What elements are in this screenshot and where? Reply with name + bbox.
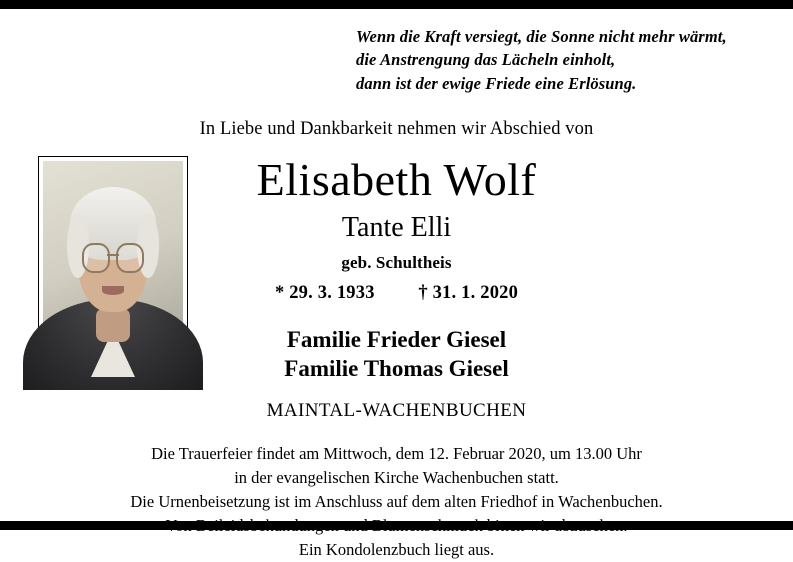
glasses-bridge-icon (107, 254, 118, 256)
family-line-2: Familie Thomas Giesel (284, 355, 509, 381)
death-date: † 31. 1. 2020 (418, 282, 519, 303)
footer-line-5: Ein Kondolenzbuch liegt aus. (298, 539, 495, 559)
glasses-left-lens-icon (82, 243, 110, 273)
footer-line-2: in der evangelischen Kirche Wachenbuchen statt. (234, 467, 559, 487)
verse-line-2: die Anstrengung das Lächeln einholt, (356, 50, 616, 70)
deceased-name: Elisabeth Wolf (256, 154, 537, 206)
portrait-frame (38, 156, 188, 382)
place-line: MAINTAL-WACHENBUCHEN (266, 399, 527, 421)
verse-line-1: Wenn die Kraft versiegt, die Sonne nicht mehr wärmt, (356, 27, 727, 46)
funeral-details (26, 442, 767, 562)
footer-line-3: Die Urnenbeisetzung ist im Anschluss auf dem alten Friedhof in Wachenbuchen. (130, 491, 663, 511)
verse-line-3: dann ist der ewige Friede eine Erlösung. (356, 73, 637, 93)
memorial-verse (356, 25, 767, 95)
portrait-photo (43, 161, 183, 377)
portrait-neck (96, 308, 130, 343)
intro-line: In Liebe und Dankbarkeit nehmen wir Abschied von (199, 119, 594, 140)
family-line-1: Familie Frieder Giesel (286, 326, 507, 352)
footer-line-4: Von Beileidsbekundungen und Blumenschmuck bitten wir abzusehen. (165, 515, 628, 535)
footer-line-1: Die Trauerfeier findet am Mittwoch, dem 12. Februar 2020, um 13.00 Uhr (151, 443, 642, 463)
glasses-right-lens-icon (116, 243, 144, 273)
birth-date: * 29. 3. 1933 (274, 282, 375, 303)
portrait-mouth (102, 286, 124, 295)
deceased-nickname: Tante Elli (341, 212, 452, 244)
deceased-maiden-name: geb. Schultheis (341, 252, 452, 272)
obituary-content (0, 9, 793, 559)
